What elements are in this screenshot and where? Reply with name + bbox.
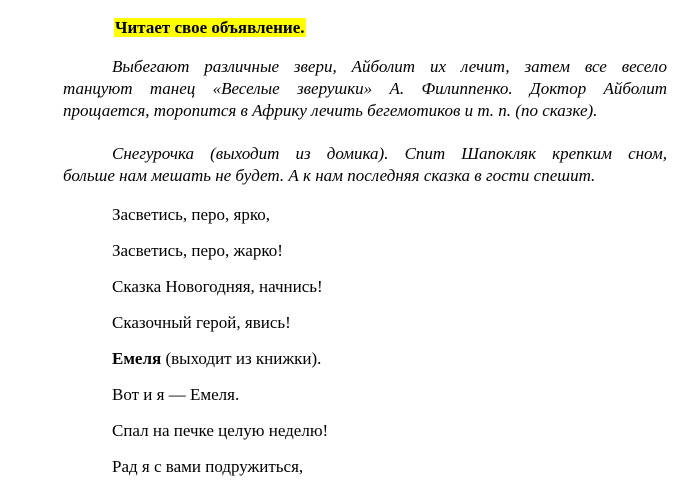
- paragraph1-line1: Выбегают различные звери, Айболит их лечит, затем все весело: [112, 57, 667, 76]
- speaker-line: [112, 348, 700, 370]
- speaker-name: Емеля: [112, 349, 162, 368]
- poem1-line1: Засветись, перо, ярко,: [112, 205, 271, 224]
- heading-line: [114, 17, 306, 39]
- paragraph1-line3: прощается, торопится в Африку лечить бегемотиков и т. п. (по сказке).: [63, 101, 598, 120]
- paragraph2-line1: Снегурочка (выходит из домика). Спит Шапокляк крепким сном,: [112, 144, 667, 163]
- paragraph2-line2: больше нам мешать не будет. А к нам последняя сказка в гости спешит.: [63, 166, 596, 185]
- poem2-line1: Вот и я — Емеля.: [112, 385, 240, 404]
- speaker-note: (выходит из книжки).: [161, 349, 322, 368]
- paragraph1-line2: танцуют танец «Веселые зверушки» А. Филиппенко. Доктор Айболит: [63, 79, 667, 98]
- poem1-line3: Сказка Новогодняя, начнись!: [112, 277, 323, 296]
- highlighted-heading: Читает свое объявление.: [115, 18, 305, 37]
- poem2-line2: Спал на печке целую неделю!: [112, 421, 329, 440]
- poem1-line4: Сказочный герой, явись!: [112, 313, 291, 332]
- poem1-line2: Засветись, перо, жарко!: [112, 241, 283, 260]
- poem2-line3: Рад я с вами подружиться,: [112, 457, 304, 476]
